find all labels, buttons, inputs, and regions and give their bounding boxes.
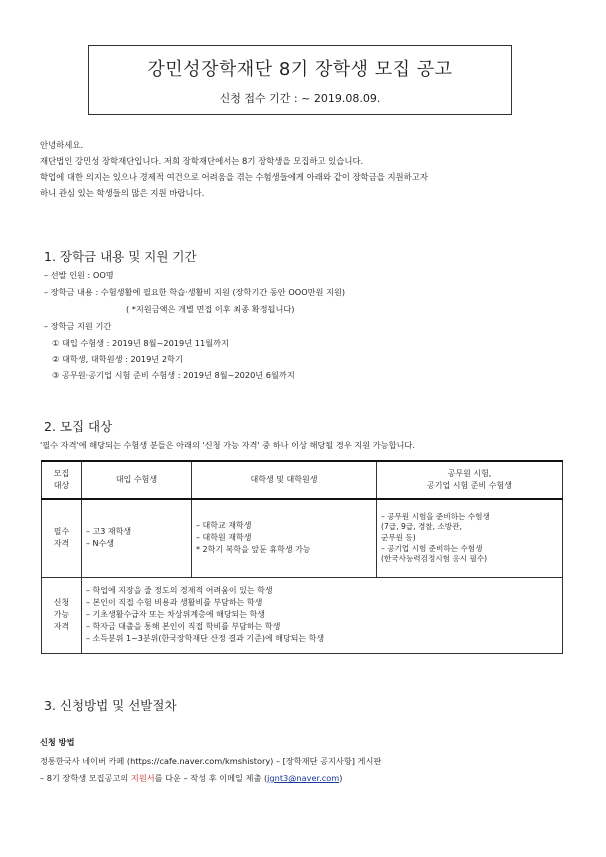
- header-cell: 모집 대상: [42, 461, 82, 499]
- required-cell: – 고3 재학생 – N수생: [82, 499, 192, 577]
- intro-line: 재단법인 강민성 장학재단입니다. 저희 장학재단에서는 8기 장학생을 모집하고 있습니다.: [40, 156, 364, 166]
- s1-line: – 장학금 내용 : 수험생활에 필요한 학습·생활비 지원 (장학기간 동안 OOO만원 지원): [44, 287, 346, 297]
- eligible-label: 신청 가능 자격: [42, 577, 82, 653]
- intro-line: 하니 관심 있는 학생들의 많은 지원 바랍니다.: [40, 188, 205, 198]
- apply-method-heading: 신청 방법: [40, 737, 75, 747]
- header-cell: 공무원 시험, 공기업 시험 준비 수험생: [377, 461, 563, 499]
- apply-line-1: 정통한국사 네이버 카페 (https://cafe.naver.com/kmshistory) – [장학재단 공지사항] 게시판: [40, 756, 382, 766]
- eligible-line: – 본인이 직접 수험 비용과 생활비를 부담하는 학생: [86, 598, 263, 607]
- required-cell: – 대학교 재학생 – 대학원 재학생 * 2학기 복학을 앞둔 휴학생 가능: [192, 499, 377, 577]
- section3-heading: 3. 신청방법 및 선발절차: [44, 698, 177, 713]
- s1-line: ( *지원금액은 개별 면접 이후 최종 확정됩니다): [126, 304, 295, 314]
- title-box: [88, 45, 512, 115]
- header-cell: 대입 수험생: [82, 461, 192, 499]
- s1-line: ① 대입 수험생 : 2019년 8월~2019년 11월까지: [52, 338, 229, 348]
- eligible-line: – 소득분위 1~3분위(한국장학재단 산정 결과 기준)에 해당되는 학생: [86, 634, 325, 643]
- eligible-cell: [82, 577, 563, 653]
- s1-line: ② 대학생, 대학원생 : 2019년 2학기: [52, 354, 183, 364]
- section2-note: '필수 자격'에 해당되는 수험생 분들은 아래의 '신청 가능 자격' 중 하나 이상 해당될 경우 지원 가능합니다.: [40, 440, 415, 450]
- s1-line: – 선발 인원 : OO명: [44, 270, 114, 280]
- application-form-link[interactable]: 지원서: [130, 773, 155, 783]
- email-link[interactable]: jgnt3@naver.com: [267, 773, 340, 783]
- section1-heading: 1. 장학금 내용 및 지원 기간: [44, 249, 197, 264]
- eligibility-table: [41, 460, 563, 654]
- eligible-line: – 학업에 지장을 줄 정도의 경제적 어려움이 있는 학생: [86, 586, 273, 595]
- s1-line: – 장학금 지원 기간: [44, 321, 112, 331]
- required-cell: – 공무원 시험을 준비하는 수험생 (7급, 9급, 경찰, 소방관, 군무원 등) – 공기업 시험 준비하는 수험생 (한국사능력검정시험 응시 필수): [377, 499, 563, 577]
- eligible-line: – 기초생활수급자 또는 차상위계층에 해당되는 학생: [86, 610, 266, 619]
- header-cell: 대학생 및 대학원생: [192, 461, 377, 499]
- apply-line-2: – 8기 장학생 모집공고의 지원서를 다운 – 작성 후 이메일 제출 (jgnt3@naver.com): [40, 773, 343, 783]
- deadline-text: 신청 접수 기간 : ~ 2019.08.09.: [219, 92, 381, 105]
- required-label: 필수 자격: [42, 499, 82, 577]
- page-title: 강민성장학재단 8기 장학생 모집 공고: [147, 59, 453, 80]
- eligible-line: – 학자금 대출을 통해 본인이 직접 학비를 부담하는 학생: [86, 622, 281, 631]
- intro-line: 학업에 대한 의지는 있으나 경제적 여건으로 어려움을 겪는 수험생들에게 아래와 같이 장학금을 지원하고자: [40, 172, 428, 182]
- intro-line: 안녕하세요.: [40, 140, 84, 150]
- section2-heading: 2. 모집 대상: [44, 419, 113, 434]
- s1-line: ③ 공무원·공기업 시험 준비 수험생 : 2019년 8월~2020년 6월까지: [52, 370, 295, 380]
